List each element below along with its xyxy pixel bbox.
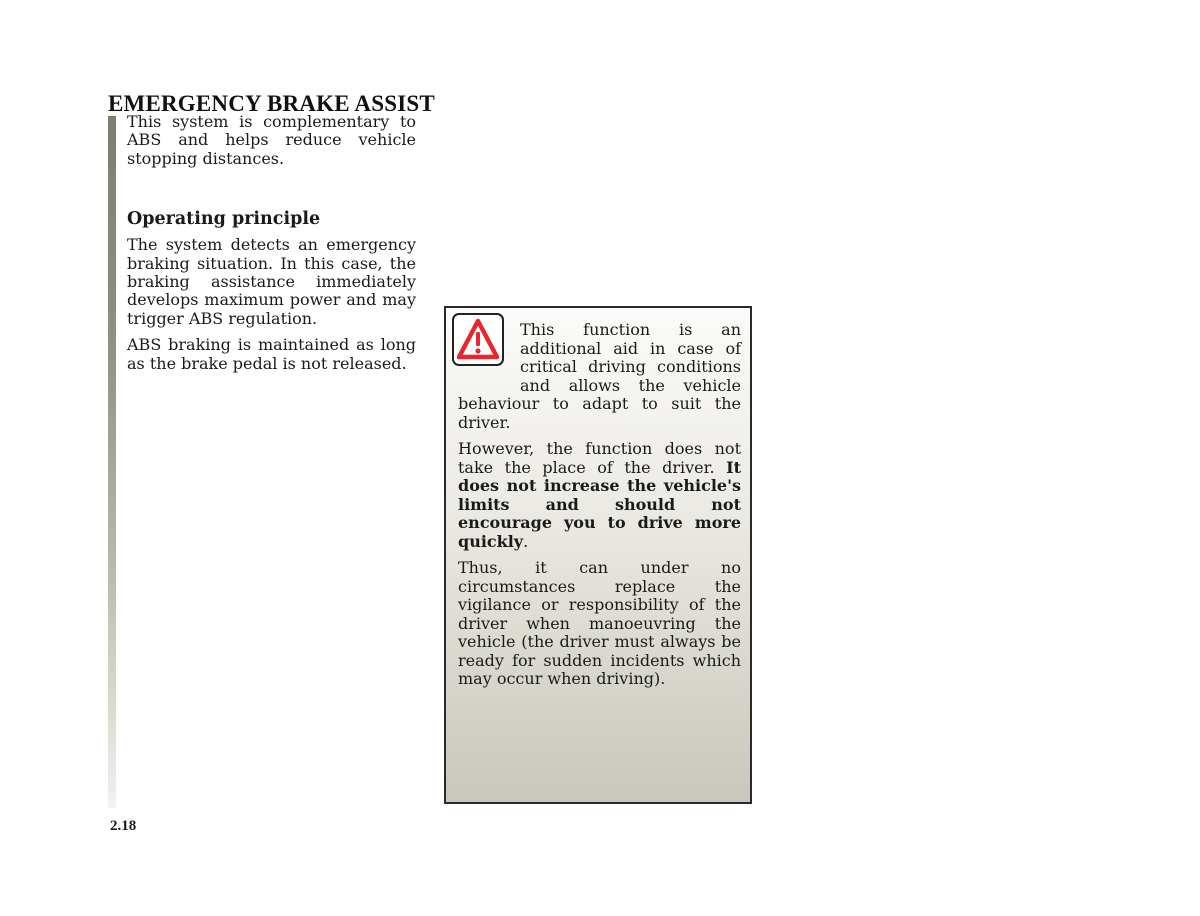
abs-braking-paragraph: ABS braking is maintained as long as the brake pedal is not released. bbox=[127, 335, 416, 373]
warning-paragraph bbox=[458, 440, 741, 551]
warning-text bbox=[458, 321, 741, 689]
main-column bbox=[127, 113, 416, 373]
operating-principle-paragraph: The system detects an emergency braking situation. In this case, the braking assistance immediately develops maximum power and may trigger ABS regulation. bbox=[127, 235, 416, 328]
warning-text-regular: However, the function does not take the place of the driver. bbox=[458, 439, 741, 477]
warning-box bbox=[444, 306, 752, 804]
warning-text-bold: It does not increase the vehicle's limits and should not encourage you to drive more quickly bbox=[458, 457, 741, 551]
section-marker-bar bbox=[108, 116, 116, 808]
intro-paragraph: This system is complementary to ABS and helps reduce vehicle stopping distances. bbox=[127, 112, 416, 168]
page-title: EMERGENCY BRAKE ASSIST bbox=[108, 91, 435, 117]
warning-text-end: . bbox=[523, 531, 529, 551]
warning-paragraph: This function is an additional aid in case of critical driving conditions and allows the vehicle behaviour to adapt to suit the driver. bbox=[458, 320, 741, 432]
section-heading: Operating principle bbox=[127, 209, 321, 230]
page-number: 2.18 bbox=[110, 818, 137, 834]
warning-paragraph: Thus, it can under no circumstances replace the vigilance or responsibility of the driver when manoeuvring the vehicle (the driver must always be ready for sudden incidents which may occur when driving). bbox=[458, 558, 741, 688]
